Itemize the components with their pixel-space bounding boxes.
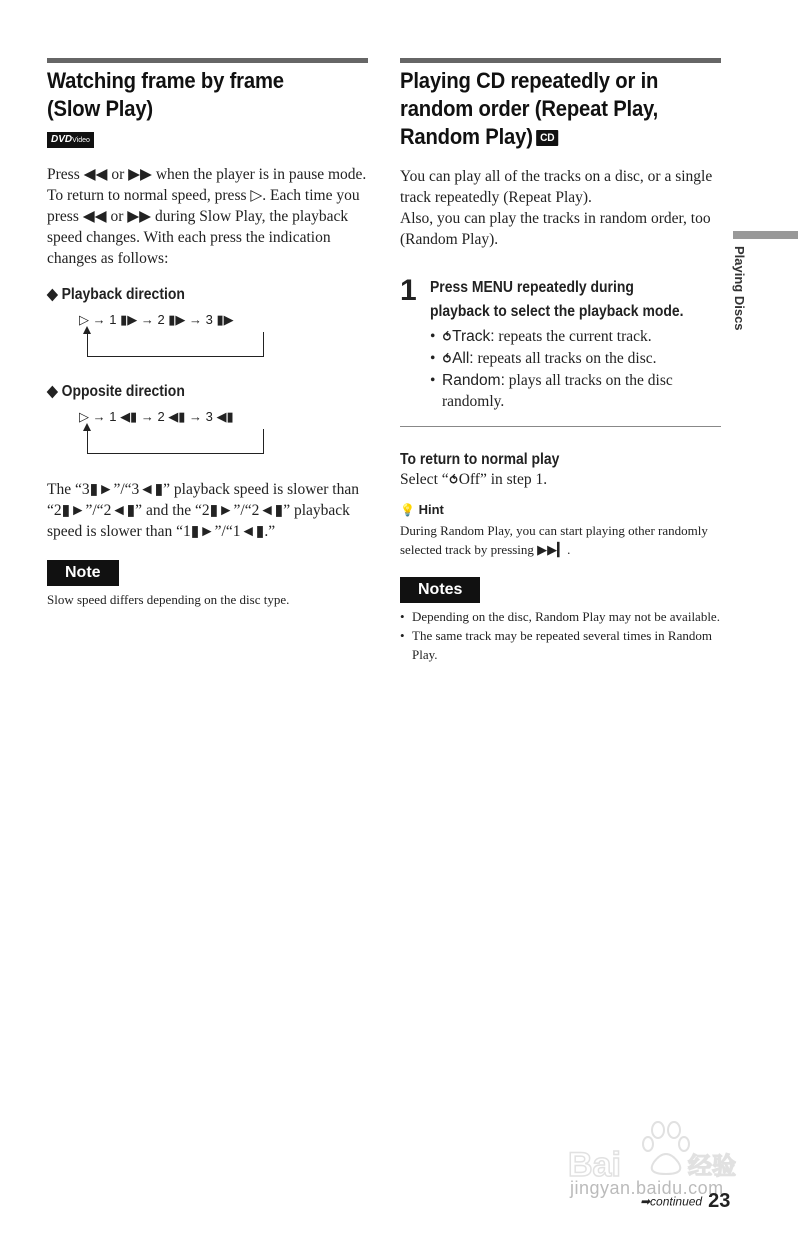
section-title-slow-play bbox=[47, 67, 342, 123]
playback-direction-heading: ◆ Playback direction bbox=[47, 286, 185, 303]
title-line: (Slow Play) bbox=[47, 96, 153, 121]
title-line: Watching frame by frame bbox=[47, 68, 284, 93]
step-number: 1 bbox=[400, 274, 417, 307]
hint-text: During Random Play, you can start playing other randomly selected track by pressing ▶▶▎. bbox=[400, 523, 708, 557]
cd-badge: CD bbox=[536, 130, 558, 146]
return-text: Select “⥀Off” in step 1. bbox=[400, 469, 721, 491]
mode-options-list bbox=[430, 326, 721, 412]
title-line: Random Play) bbox=[400, 124, 533, 149]
note-item: • The same track may be repeated several times in Random Play. bbox=[400, 626, 721, 664]
option-track bbox=[430, 326, 721, 348]
repeat-icon: ⥀ bbox=[442, 330, 453, 344]
right-column bbox=[400, 58, 721, 664]
option-random bbox=[430, 370, 721, 412]
option-desc: repeats the current track. bbox=[494, 328, 652, 345]
loop-line bbox=[87, 332, 264, 357]
continued-label: ➡continued bbox=[640, 1194, 703, 1209]
svg-text:经验: 经验 bbox=[688, 1153, 736, 1180]
divider bbox=[400, 426, 721, 427]
playback-direction-diagram bbox=[47, 310, 368, 368]
loop-line bbox=[87, 429, 264, 454]
option-label: Random: bbox=[442, 372, 505, 389]
section-title-repeat-play bbox=[400, 67, 695, 151]
hint-block bbox=[400, 501, 721, 559]
note-text: Slow speed differs depending on the disc type. bbox=[47, 592, 290, 607]
side-tab-bar bbox=[733, 231, 798, 239]
return-heading: To return to normal play bbox=[400, 451, 560, 468]
step-title-line: Press MENU repeatedly during bbox=[430, 279, 634, 296]
option-desc: repeats all tracks on the disc. bbox=[473, 350, 657, 367]
playback-sequence: ▷ → 1 ▮▶ → 2 ▮▶ → 3 ▮▶ bbox=[79, 312, 234, 327]
repeat-icon: ⥀ bbox=[448, 473, 459, 487]
opposite-direction-diagram bbox=[47, 407, 368, 465]
repeat-icon: ⥀ bbox=[442, 352, 453, 366]
page-number: 23 bbox=[708, 1190, 731, 1212]
note-item: • Depending on the disc, Random Play may not be available. bbox=[400, 607, 721, 626]
notes-label: Notes bbox=[400, 577, 480, 603]
hint-header: 💡 Hint bbox=[400, 502, 444, 517]
speed-comparison-text: The “3▮►”/“3◄▮” playback speed is slower than “2▮►”/“2◄▮” and the “2▮►”/“2◄▮” playback speed is slower than “1▮►”/“1◄▮.” bbox=[47, 481, 359, 540]
svg-text:Bai: Bai bbox=[568, 1146, 621, 1184]
notes-list bbox=[400, 607, 721, 664]
option-all bbox=[430, 348, 721, 370]
lightbulb-icon: 💡 bbox=[400, 503, 415, 517]
section-rule bbox=[400, 58, 721, 63]
repeat-intro-2: Also, you can play the tracks in random order, too (Random Play). bbox=[400, 210, 711, 248]
watermark-url: jingyan.baidu.com bbox=[570, 1178, 724, 1198]
section-rule bbox=[47, 58, 368, 63]
option-label: Track: bbox=[452, 328, 495, 345]
page-footer bbox=[640, 1190, 730, 1213]
repeat-intro-1: You can play all of the tracks on a disc, or a single track repeatedly (Repeat Play). bbox=[400, 168, 713, 206]
note-label: Note bbox=[47, 560, 119, 586]
side-tab-label: Playing Discs bbox=[732, 246, 747, 331]
option-desc: plays all tracks on the disc randomly. bbox=[442, 372, 673, 410]
slow-play-intro: Press ◀◀ or ▶▶ when the player is in pause mode. To return to normal speed, press ▷. Each time you press ◀◀ or ▶▶ during Slow Play, the playback speed changes. With each press the indication changes as follows: bbox=[47, 166, 367, 267]
opposite-direction-heading: ◆ Opposite direction bbox=[47, 383, 185, 400]
opposite-sequence: ▷ → 1 ◀▮ → 2 ◀▮ → 3 ◀▮ bbox=[79, 409, 234, 424]
title-line: random order (Repeat Play, bbox=[400, 96, 659, 121]
option-label: All: bbox=[452, 350, 474, 367]
step-1 bbox=[400, 276, 721, 412]
step-title-line: playback to select the playback mode. bbox=[430, 303, 684, 320]
title-line: Playing CD repeatedly or in bbox=[400, 68, 659, 93]
dvd-video-badge: DVDVideo bbox=[47, 132, 94, 148]
left-column bbox=[47, 58, 368, 609]
